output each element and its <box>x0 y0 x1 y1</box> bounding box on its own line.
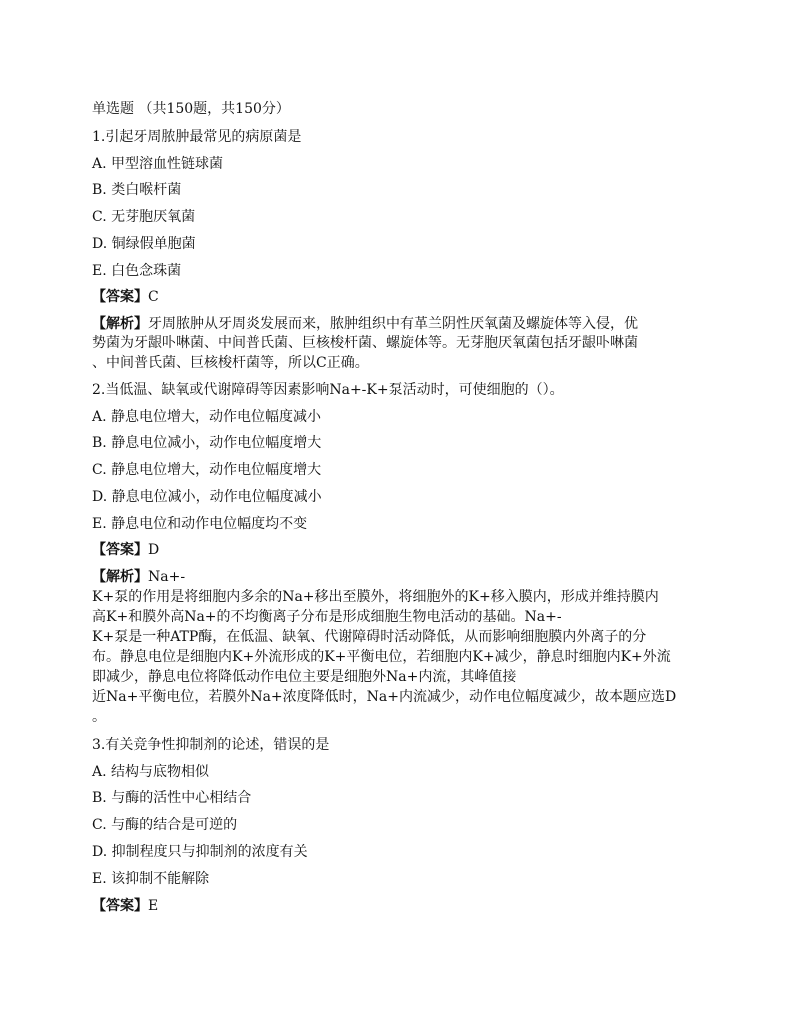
question-option: D. 铜绿假单胞菌 <box>92 236 196 252</box>
question-option: D. 抑制程度只与抑制剂的浓度有关 <box>92 844 308 860</box>
question-option: B. 与酶的活性中心相结合 <box>92 790 252 806</box>
answer-value: D <box>148 542 160 558</box>
analysis-line <box>92 315 702 333</box>
question-option: B. 静息电位减小，动作电位幅度增大 <box>92 435 322 451</box>
analysis-label: 【解析】 <box>92 316 148 332</box>
answer-line <box>92 288 702 306</box>
analysis-text: 。 <box>92 709 106 725</box>
analysis-text: 即减少，静息电位将降低动作电位主要是细胞外Na+内流，其峰值接 <box>92 669 517 685</box>
analysis-text: 、中间普氏菌、巨核梭杆菌等，所以C正确。 <box>92 355 369 371</box>
analysis-text: K+泵是一种ATP酶，在低温、缺氧、代谢障碍时活动降低，从而影响细胞膜内外离子的分 <box>92 629 647 645</box>
question-option: A. 结构与底物相似 <box>92 764 210 780</box>
analysis-text: 高K+和膜外高Na+的不均衡离子分布是形成细胞生物电活动的基础。Na+- <box>92 609 562 625</box>
analysis-text: 布。静息电位是细胞内K+外流形成的K+平衡电位，若细胞内K+减少，静息时细胞内K+外流 <box>92 649 671 665</box>
answer-line <box>92 897 702 915</box>
answer-label: 【答案】 <box>92 289 148 305</box>
answer-label: 【答案】 <box>92 898 148 914</box>
answer-value: C <box>148 289 159 305</box>
question-stem: 2.当低温、缺氧或代谢障碍等因素影响Na+-K+泵活动时，可使细胞的（）。 <box>92 382 564 398</box>
analysis-text: 势菌为牙龈卟啉菌、中间普氏菌、巨核梭杆菌、螺旋体等。无芽胞厌氧菌包括牙龈卟啉菌 <box>92 335 638 351</box>
question-option: E. 静息电位和动作电位幅度均不变 <box>92 516 308 532</box>
question-option: C. 静息电位增大，动作电位幅度增大 <box>92 462 322 478</box>
analysis-text: 牙周脓肿从牙周炎发展而来，脓肿组织中有革兰阴性厌氧菌及螺旋体等入侵，优 <box>148 316 638 332</box>
analysis-text: K+泵的作用是将细胞内多余的Na+移出至膜外，将细胞外的K+移入膜内，形成并维持膜内 <box>92 589 659 605</box>
question-stem: 1.引起牙周脓肿最常见的病原菌是 <box>92 129 302 145</box>
question-stem: 3.有关竞争性抑制剂的论述，错误的是 <box>92 737 330 753</box>
question-option: E. 该抑制不能解除 <box>92 871 210 887</box>
question-option: E. 白色念珠菌 <box>92 263 182 279</box>
answer-value: E <box>148 898 159 914</box>
analysis-label: 【解析】 <box>92 569 148 585</box>
question-option: C. 与酶的结合是可逆的 <box>92 817 238 833</box>
analysis-line <box>92 568 702 586</box>
question-option: C. 无芽胞厌氧菌 <box>92 209 196 225</box>
question-option: D. 静息电位减小，动作电位幅度减小 <box>92 489 322 505</box>
analysis-text: 近Na+平衡电位，若膜外Na+浓度降低时，Na+内流减少，动作电位幅度减少，故本题应选D <box>92 689 677 705</box>
section-header: 单选题 （共150题，共150分） <box>92 101 290 117</box>
answer-line <box>92 541 702 559</box>
analysis-text: Na+- <box>148 569 186 585</box>
answer-label: 【答案】 <box>92 542 148 558</box>
question-option: A. 静息电位增大，动作电位幅度减小 <box>92 409 322 425</box>
question-option: A. 甲型溶血性链球菌 <box>92 156 224 172</box>
question-option: B. 类白喉杆菌 <box>92 182 182 198</box>
